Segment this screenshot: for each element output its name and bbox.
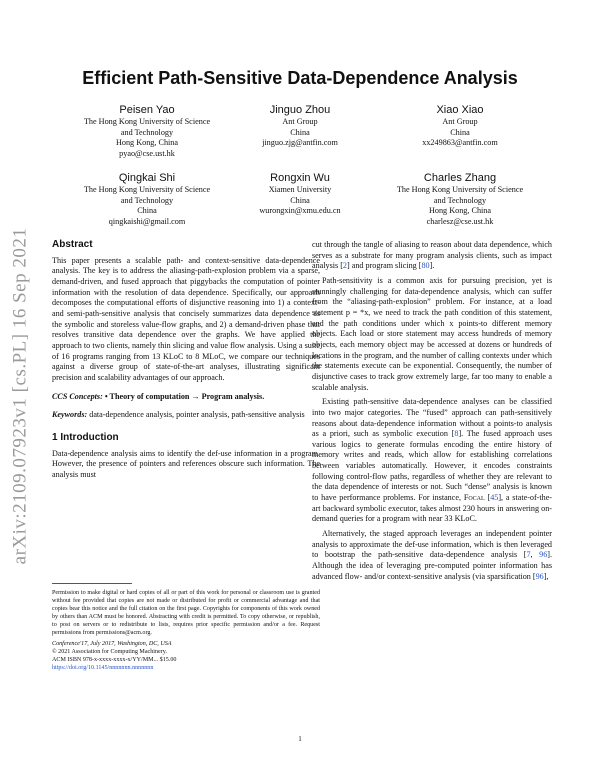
author-name: Peisen Yao [119, 104, 175, 116]
author-email: xx249863@antfin.com [422, 138, 498, 148]
ccs-text: • Theory of computation → Program analysis. [104, 391, 265, 401]
author-email: charlesz@cse.ust.hk [426, 216, 494, 226]
tool-name: Focal [463, 493, 485, 503]
left-column [52, 240, 320, 484]
author-location: China [137, 206, 157, 216]
arxiv-stamp [2, 196, 38, 596]
author-location: Hong Kong, China [115, 138, 179, 148]
author-name: Rongxin Wu [270, 172, 330, 184]
footnote [52, 590, 320, 673]
author-name: Qingkai Shi [118, 172, 176, 184]
arxiv-id: arXiv:2109.07923v1 [cs.PL] 16 Sep 2021 [9, 227, 31, 565]
author-location: Hong Kong, China [428, 206, 492, 216]
paragraph [312, 397, 552, 525]
paper-title: Efficient Path-Sensitive Data-Dependence Analysis [82, 68, 518, 88]
conference-info: Conference'17, July 2017, Washington, DC, USA [52, 641, 172, 648]
author-affiliation: Xiamen University [268, 185, 332, 194]
abstract-text: This paper presents a scalable path- and context-sensitive data-dependence analysis. The key is to address the aliasing-path-explosion problem via a sparse, demand-driven, and fused approach that piggybacks the computation of pointer information with the resolution of data dependence. Specifically, our approach decomposes the computational efforts of disjunctive reasoning into 1) a context- and semi-path-sensitive analysis that concisely summarizes data dependence as the symbolic and storeless value-flow graphs, and 2) a demand-driven phase that resolves transitive data dependence over the graphs. We have applied the approach to two clients, namely thin slicing and value flow analysis. Using a suite of 16 programs ranging from 13 KLoC to 8 MLoC, we compare our techniques against a diverse group of state-of-the-art analyses, illustrating significant precision and scalability advantages of our approach. [52, 255, 320, 382]
doi-link[interactable]: https://doi.org/10.1145/nnnnnnn.nnnnnnn [52, 665, 154, 672]
text-run: ] and program slicing [ [346, 261, 422, 271]
keywords-label: Keywords: [52, 410, 88, 420]
paragraph: Path-sensitivity is a common axis for pursuing precision, yet is stunningly challenging for data-dependence analysis, which can suffer from the “aliasing-path-explosion” problem. For instance, at a load statement p = *x, we need to track the path condition of this statement, and the path conditions under which x points-to different memory objects. Each load or store statement may access hundreds of memory objects, each memory object may be accessed at dozens or hundreds of locations in the program, and the number of calling contexts under which the statements execute can be exponential. Consequently, the number of disjunctive cases to track grow extremely large, far too many to enable a scalable analysis. [312, 275, 552, 392]
keywords [52, 410, 320, 421]
author-block [215, 171, 385, 217]
text-run: [ [484, 493, 491, 503]
abstract-heading: Abstract [52, 239, 93, 250]
author-affiliation: and Technology [120, 195, 174, 205]
text-run: cut through the tangle of aliasing to reason about data dependence, which serves as a substrate for many program analysis clients, such as impact analysis [ [312, 240, 552, 271]
author-affiliation: China [290, 195, 310, 205]
citation-link[interactable]: 96 [535, 571, 544, 581]
permission-text: Permission to make digital or hard copies of all or part of this work for personal or classroom use is granted without fee provided that copies are not made or distributed for profit or commercial advantage and that copies bear this notice and the full citation on the first page. Copyrights for components of this work owned by others than ACM must be honored. Abstracting with credit is permitted. To copy otherwise, or republish, to post on servers or to redistribute to lists, requires prior specific permission and/or a fee. Request permissions from permissions@acm.org. [52, 590, 320, 636]
footnote-rule [52, 583, 132, 584]
author-block [62, 171, 232, 227]
author-affiliation: Ant Group [282, 117, 318, 126]
author-email: wurongxin@xmu.edu.cn [259, 206, 341, 216]
text-run: ]. [429, 261, 435, 271]
author-affiliation: China [450, 127, 470, 137]
author-block [375, 171, 545, 227]
intro-heading: 1 Introduction [52, 431, 119, 443]
text-run: , [530, 550, 540, 560]
author-name: Charles Zhang [423, 172, 497, 184]
ccs-concepts [52, 392, 320, 403]
citation-link[interactable]: 8 [454, 429, 459, 439]
paragraph [312, 529, 552, 582]
copyright: © 2021 Association for Computing Machinery. [52, 649, 167, 656]
citation-link[interactable]: 80 [421, 261, 430, 271]
citation-link[interactable]: 96 [539, 550, 548, 560]
author-affiliation: Ant Group [442, 117, 478, 126]
author-affiliation: and Technology [433, 195, 487, 205]
author-name: Jinguo Zhou [269, 104, 331, 116]
citation-link[interactable]: 7 [526, 550, 531, 560]
author-affiliation: The Hong Kong University of Science [83, 185, 211, 194]
author-name: Xiao Xiao [436, 104, 484, 116]
text-run: ], [543, 571, 549, 581]
author-affiliation: The Hong Kong University of Science [396, 185, 524, 194]
text-run: ]. The fused approach uses various logics to generate formulas encoding the entire history of memory writes and reads, which allow for establishing correlations between variables automatically. However, it encodes constraints following control-flow paths, regardless of whether they are relevant to the data dependence of interests or not. Such “dense” analysis is known to have performance problems. For instance, [312, 429, 553, 503]
paragraph [312, 240, 552, 272]
text-run: ]. Although the idea of leveraging pre-computed pointer information has advanced flow- and/or context-sensitive analysis (via sparsification [ [312, 550, 553, 581]
citation-link[interactable]: 45 [490, 493, 499, 503]
citation-link[interactable]: 2 [342, 261, 347, 271]
right-column [312, 240, 552, 586]
author-affiliation: The Hong Kong University of Science [83, 117, 211, 126]
author-email: jinguo.zjg@antfin.com [262, 138, 338, 148]
text-run: Alternatively, the staged approach leverages an independent pointer analysis to approximate the def-use information, which is then leveraged to bootstrap the path-sensitive data-dependence analysis [ [312, 529, 552, 560]
author-block [215, 103, 385, 149]
text-run: ], a state-of-the-art backward symbolic executor, takes almost 230 hours in answering on-demand queries for a program with near 33 KLoC. [312, 493, 553, 524]
author-block [62, 103, 232, 159]
author-block [375, 103, 545, 149]
author-email: pyao@cse.ust.hk [119, 148, 175, 158]
isbn: ACM ISBN 978-x-xxxx-xxxx-x/YY/MM... $15.00 [52, 657, 177, 664]
author-email: qingkaishi@gmail.com [108, 216, 186, 226]
intro-paragraph: Data-dependence analysis aims to identify the def-use information in a program. However, the presence of pointers and references obscure such information. The analysis must [52, 448, 320, 479]
keywords-text: data-dependence analysis, pointer analysis, path-sensitive analysis [89, 410, 305, 420]
text-run: Existing path-sensitive data-dependence analyses can be classified into two major categories. The “fused” approach can path-sensitively reasons about data-dependence information without a points-to analysis as a priori, such as symbolic execution [ [312, 397, 552, 439]
author-affiliation: China [290, 127, 310, 137]
author-affiliation: and Technology [120, 127, 174, 137]
page-number: 1 [298, 735, 302, 743]
ccs-label: CCS Concepts: [52, 391, 103, 401]
